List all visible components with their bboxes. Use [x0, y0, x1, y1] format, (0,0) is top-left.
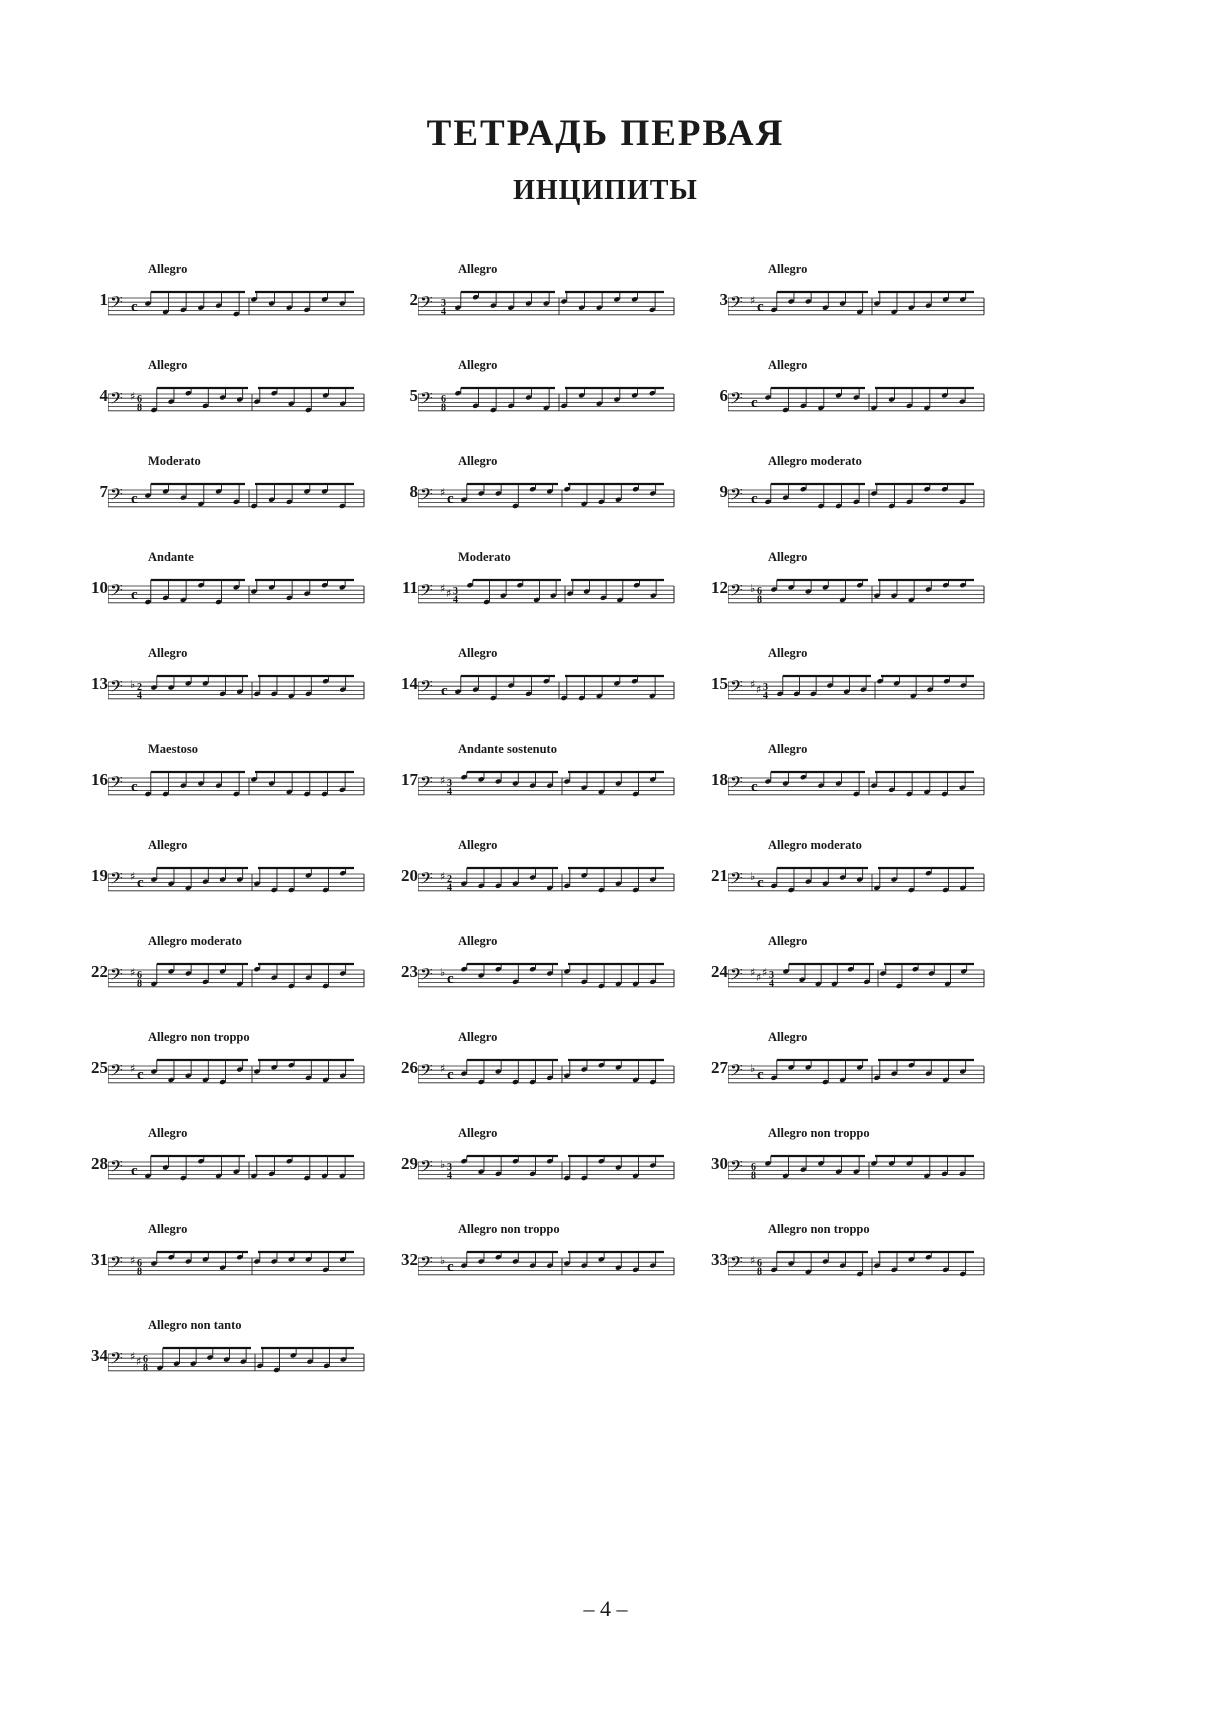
common-time-icon: c — [751, 491, 758, 507]
incipit-number: 18 — [711, 770, 728, 789]
common-time-icon: c — [131, 1163, 138, 1179]
bass-clef-icon: 𝄢 — [110, 484, 123, 508]
incipit-number: 17 — [401, 770, 418, 789]
bass-clef-icon: 𝄢 — [420, 676, 433, 700]
incipit-number: 27 — [711, 1058, 728, 1077]
incipit-number: 14 — [401, 674, 418, 693]
bass-clef-icon: 𝄢 — [730, 1156, 743, 1180]
bass-clef-icon: 𝄢 — [110, 868, 123, 892]
flat-icon: ♭ — [750, 1062, 756, 1075]
tempo-marking: Allegro — [458, 1126, 498, 1140]
common-time-icon: c — [441, 683, 448, 699]
flat-icon: ♭ — [440, 1254, 446, 1267]
incipit-4 — [99, 358, 408, 428]
time-signature: 2 — [137, 682, 142, 693]
bass-clef-icon: 𝄢 — [110, 1060, 123, 1084]
music-staff — [418, 564, 684, 620]
tempo-marking: Allegro — [458, 646, 498, 660]
time-signature: 3 — [441, 298, 446, 309]
incipit-number: 25 — [91, 1058, 108, 1077]
time-signature: 4 — [763, 690, 768, 702]
common-time-icon: c — [447, 491, 454, 507]
incipit-8 — [409, 454, 718, 524]
tempo-marking: Allegro non troppo — [148, 1030, 250, 1044]
music-staff — [418, 1140, 684, 1196]
sharp-icon: ♯ — [750, 294, 756, 307]
bass-clef-icon: 𝄢 — [730, 1060, 743, 1084]
tempo-marking: Allegro — [148, 1222, 188, 1236]
incipit-number: 6 — [719, 386, 728, 405]
common-time-icon: c — [757, 875, 764, 891]
bass-clef-icon: 𝄢 — [420, 580, 433, 604]
time-signature: 6 — [143, 1354, 148, 1365]
bass-clef-icon: 𝄢 — [730, 484, 743, 508]
bass-clef-icon: 𝄢 — [730, 292, 743, 316]
time-signature: 4 — [447, 786, 452, 798]
incipit-number: 13 — [91, 674, 108, 693]
sharp-icon: ♯ — [750, 678, 756, 691]
incipit-11 — [401, 550, 718, 620]
tempo-marking: Andante — [148, 550, 194, 564]
incipit-number: 24 — [711, 962, 728, 981]
bass-clef-icon: 𝄢 — [730, 868, 743, 892]
sharp-icon: ♯ — [130, 1062, 136, 1075]
music-staff — [728, 1140, 994, 1196]
incipit-number: 28 — [91, 1154, 108, 1173]
incipit-30 — [711, 1126, 1028, 1196]
flat-icon: ♭ — [440, 966, 446, 979]
music-staff — [728, 756, 994, 812]
incipit-number: 19 — [91, 866, 108, 885]
music-staff — [728, 1236, 994, 1292]
tempo-marking: Andante sostenuto — [458, 742, 557, 756]
incipit-number: 29 — [401, 1154, 418, 1173]
tempo-marking: Maestoso — [148, 742, 198, 756]
music-staff — [728, 372, 994, 428]
tempo-marking: Allegro — [148, 646, 188, 660]
sharp-icon: ♯ — [440, 486, 446, 499]
bass-clef-icon: 𝄢 — [110, 964, 123, 988]
tempo-marking: Allegro moderato — [768, 838, 862, 852]
sharp-icon: ♯ — [130, 390, 136, 403]
sharp-icon: ♯ — [130, 870, 136, 883]
tempo-marking: Allegro — [768, 934, 808, 948]
sharp-icon: ♯ — [750, 966, 756, 979]
music-staff — [728, 276, 994, 332]
incipit-9 — [719, 454, 1028, 524]
bass-clef-icon: 𝄢 — [730, 772, 743, 796]
time-signature: 6 — [441, 394, 446, 405]
incipit-23 — [401, 934, 718, 1004]
tempo-marking: Allegro non tanto — [148, 1318, 242, 1332]
incipit-13 — [91, 646, 408, 716]
common-time-icon: c — [131, 299, 138, 315]
sharp-icon: ♯ — [446, 587, 452, 600]
page-title: ТЕТРАДЬ ПЕРВАЯ — [426, 113, 785, 154]
tempo-marking: Allegro moderato — [768, 454, 862, 468]
incipit-21 — [711, 838, 1028, 908]
incipit-22 — [91, 934, 408, 1004]
time-signature: 8 — [143, 1362, 148, 1374]
music-staff — [108, 948, 374, 1004]
common-time-icon: c — [131, 587, 138, 603]
common-time-icon: c — [751, 779, 758, 795]
incipit-number: 23 — [401, 962, 418, 981]
incipit-number: 20 — [401, 866, 418, 885]
incipit-26 — [401, 1030, 718, 1100]
bass-clef-icon: 𝄢 — [110, 1156, 123, 1180]
music-staff — [108, 852, 374, 908]
sharp-icon: ♯ — [750, 1254, 756, 1267]
tempo-marking: Allegro — [148, 838, 188, 852]
incipit-number: 32 — [401, 1250, 418, 1269]
time-signature: 4 — [441, 306, 446, 318]
incipit-12 — [711, 550, 1028, 620]
incipit-15 — [711, 646, 1028, 716]
incipit-31 — [91, 1222, 408, 1292]
music-staff — [108, 1140, 374, 1196]
tempo-marking: Allegro — [768, 1030, 808, 1044]
incipit-10 — [91, 550, 408, 620]
bass-clef-icon: 𝄢 — [730, 580, 743, 604]
bass-clef-icon: 𝄢 — [110, 292, 123, 316]
incipit-number: 21 — [711, 866, 728, 885]
bass-clef-icon: 𝄢 — [730, 676, 743, 700]
time-signature: 6 — [757, 586, 762, 597]
tempo-marking: Allegro — [768, 358, 808, 372]
common-time-icon: c — [447, 971, 454, 987]
music-staff — [418, 948, 684, 1004]
music-staff — [418, 852, 684, 908]
time-signature: 6 — [137, 970, 142, 981]
incipit-16 — [91, 742, 408, 812]
incipit-number: 30 — [711, 1154, 728, 1173]
tempo-marking: Allegro — [458, 454, 498, 468]
bass-clef-icon: 𝄢 — [420, 964, 433, 988]
music-staff — [108, 1236, 374, 1292]
incipit-number: 2 — [409, 290, 418, 309]
incipit-5 — [409, 358, 718, 428]
music-staff — [418, 756, 684, 812]
bass-clef-icon: 𝄢 — [110, 772, 123, 796]
bass-clef-icon: 𝄢 — [420, 772, 433, 796]
tempo-marking: Allegro — [458, 1030, 498, 1044]
incipit-number: 15 — [711, 674, 728, 693]
time-signature: 3 — [447, 1162, 452, 1173]
page-number: – 4 – — [583, 1596, 628, 1621]
music-staff — [728, 948, 994, 1004]
music-staff — [418, 468, 684, 524]
music-staff — [418, 1236, 684, 1292]
incipit-number: 12 — [711, 578, 728, 597]
common-time-icon: c — [137, 875, 144, 891]
bass-clef-icon: 𝄢 — [420, 1156, 433, 1180]
incipit-number: 34 — [91, 1346, 108, 1365]
flat-icon: ♭ — [440, 1158, 446, 1171]
music-staff — [728, 852, 994, 908]
page-subtitle: ИНЦИПИТЫ — [513, 175, 698, 206]
incipit-14 — [401, 646, 718, 716]
incipit-27 — [711, 1030, 1028, 1100]
music-staff — [728, 660, 994, 716]
incipit-number: 7 — [99, 482, 108, 501]
incipit-number: 31 — [91, 1250, 108, 1269]
sharp-icon: ♯ — [440, 1062, 446, 1075]
incipit-3 — [719, 262, 1028, 332]
common-time-icon: c — [757, 299, 764, 315]
sharp-icon: ♯ — [440, 870, 446, 883]
bass-clef-icon: 𝄢 — [110, 388, 123, 412]
bass-clef-icon: 𝄢 — [730, 964, 743, 988]
incipit-28 — [91, 1126, 408, 1196]
tempo-marking: Allegro — [768, 550, 808, 564]
tempo-marking: Allegro — [148, 262, 188, 276]
time-signature: 8 — [751, 1170, 756, 1182]
incipit-number: 10 — [91, 578, 108, 597]
incipit-number: 3 — [719, 290, 728, 309]
music-staff — [108, 660, 374, 716]
tempo-marking: Moderato — [458, 550, 511, 564]
incipit-33 — [711, 1222, 1028, 1292]
music-staff — [728, 564, 994, 620]
incipit-20 — [401, 838, 718, 908]
time-signature: 6 — [137, 1258, 142, 1269]
sharp-icon: ♯ — [136, 1355, 142, 1368]
incipit-number: 26 — [401, 1058, 418, 1077]
sharp-icon: ♯ — [756, 971, 762, 984]
incipit-1 — [99, 262, 408, 332]
time-signature: 3 — [769, 970, 774, 981]
incipit-number: 1 — [99, 290, 108, 309]
tempo-marking: Allegro — [148, 1126, 188, 1140]
tempo-marking: Allegro — [458, 358, 498, 372]
bass-clef-icon: 𝄢 — [110, 1348, 123, 1372]
incipit-number: 22 — [91, 962, 108, 981]
flat-icon: ♭ — [750, 582, 756, 595]
time-signature: 8 — [441, 402, 446, 414]
bass-clef-icon: 𝄢 — [420, 1252, 433, 1276]
time-signature: 4 — [447, 1170, 452, 1182]
common-time-icon: c — [131, 779, 138, 795]
tempo-marking: Moderato — [148, 454, 201, 468]
incipit-number: 33 — [711, 1250, 728, 1269]
tempo-marking: Allegro — [458, 838, 498, 852]
time-signature: 4 — [447, 882, 452, 894]
bass-clef-icon: 𝄢 — [420, 484, 433, 508]
time-signature: 4 — [769, 978, 774, 990]
time-signature: 8 — [137, 1266, 142, 1278]
incipit-24 — [711, 934, 1028, 1004]
tempo-marking: Allegro — [768, 262, 808, 276]
time-signature: 3 — [453, 586, 458, 597]
common-time-icon: c — [751, 395, 758, 411]
incipit-number: 11 — [401, 578, 418, 597]
incipit-number: 9 — [719, 482, 728, 501]
tempo-marking: Allegro non troppo — [768, 1126, 870, 1140]
incipit-number: 8 — [409, 482, 418, 501]
music-staff — [108, 1044, 374, 1100]
time-signature: 8 — [137, 978, 142, 990]
time-signature: 6 — [757, 1258, 762, 1269]
music-staff — [108, 564, 374, 620]
time-signature: 4 — [137, 690, 142, 702]
sharp-icon: ♯ — [440, 774, 446, 787]
tempo-marking: Allegro moderato — [148, 934, 242, 948]
sharp-icon: ♯ — [130, 1350, 136, 1363]
flat-icon: ♭ — [750, 870, 756, 883]
music-staff — [728, 468, 994, 524]
bass-clef-icon: 𝄢 — [110, 676, 123, 700]
incipit-32 — [401, 1222, 718, 1292]
tempo-marking: Allegro non troppo — [768, 1222, 870, 1236]
music-staff — [108, 276, 374, 332]
incipit-17 — [401, 742, 718, 812]
incipit-number: 16 — [91, 770, 108, 789]
bass-clef-icon: 𝄢 — [730, 1252, 743, 1276]
incipit-number: 5 — [409, 386, 418, 405]
bass-clef-icon: 𝄢 — [110, 1252, 123, 1276]
sharp-icon: ♯ — [762, 966, 768, 979]
music-staff — [108, 1332, 374, 1388]
incipit-6 — [719, 358, 1028, 428]
incipit-19 — [91, 838, 408, 908]
time-signature: 4 — [453, 594, 458, 606]
common-time-icon: c — [447, 1259, 454, 1275]
flat-icon: ♭ — [130, 678, 136, 691]
tempo-marking: Allegro — [458, 934, 498, 948]
bass-clef-icon: 𝄢 — [730, 388, 743, 412]
common-time-icon: c — [757, 1067, 764, 1083]
incipit-2 — [409, 262, 718, 332]
incipit-25 — [91, 1030, 408, 1100]
bass-clef-icon: 𝄢 — [420, 388, 433, 412]
incipit-18 — [711, 742, 1028, 812]
tempo-marking: Allegro — [768, 646, 808, 660]
tempo-marking: Allegro — [458, 262, 498, 276]
time-signature: 6 — [137, 394, 142, 405]
incipit-number: 4 — [99, 386, 108, 405]
music-staff — [108, 468, 374, 524]
incipit-7 — [99, 454, 408, 524]
music-staff — [108, 372, 374, 428]
time-signature: 3 — [447, 778, 452, 789]
time-signature: 8 — [137, 402, 142, 414]
common-time-icon: c — [447, 1067, 454, 1083]
time-signature: 8 — [757, 594, 762, 606]
time-signature: 3 — [763, 682, 768, 693]
music-staff — [418, 660, 684, 716]
sharp-icon: ♯ — [130, 966, 136, 979]
incipit-29 — [401, 1126, 718, 1196]
music-staff — [728, 1044, 994, 1100]
time-signature: 2 — [447, 874, 452, 885]
common-time-icon: c — [131, 491, 138, 507]
sharp-icon: ♯ — [756, 683, 762, 696]
music-staff — [418, 372, 684, 428]
time-signature: 6 — [751, 1162, 756, 1173]
tempo-marking: Allegro — [148, 358, 188, 372]
common-time-icon: c — [137, 1067, 144, 1083]
music-staff — [418, 1044, 684, 1100]
bass-clef-icon: 𝄢 — [420, 868, 433, 892]
incipit-34 — [91, 1318, 408, 1388]
tempo-marking: Allegro non troppo — [458, 1222, 560, 1236]
bass-clef-icon: 𝄢 — [420, 1060, 433, 1084]
sharp-icon: ♯ — [130, 1254, 136, 1267]
bass-clef-icon: 𝄢 — [420, 292, 433, 316]
time-signature: 8 — [757, 1266, 762, 1278]
sharp-icon: ♯ — [440, 582, 446, 595]
tempo-marking: Allegro — [768, 742, 808, 756]
bass-clef-icon: 𝄢 — [110, 580, 123, 604]
music-staff — [418, 276, 684, 332]
music-staff — [108, 756, 374, 812]
